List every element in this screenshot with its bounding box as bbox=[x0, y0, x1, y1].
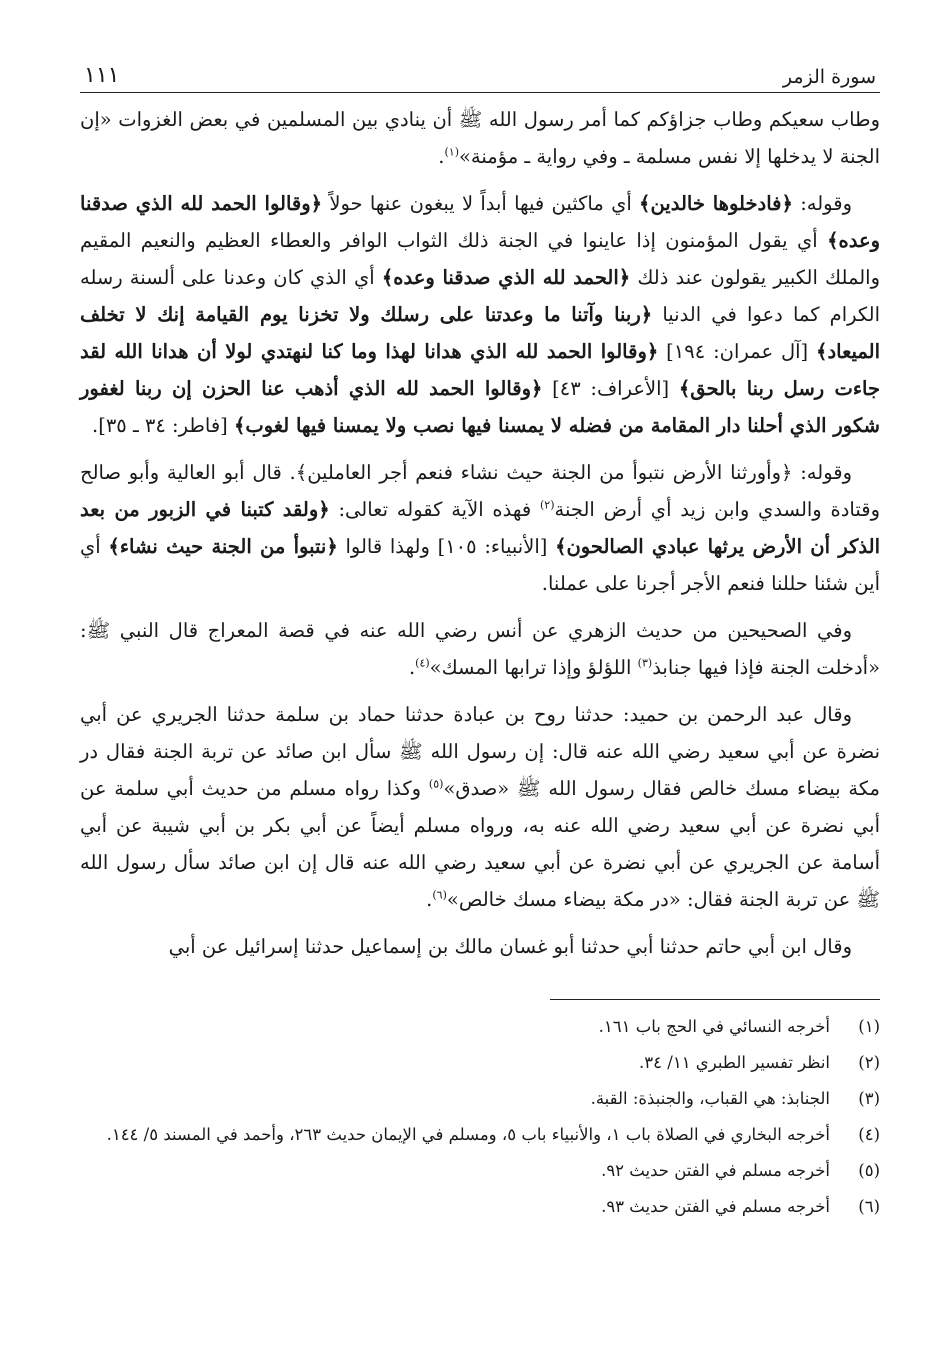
text-run: وفي الصحيحين من حديث الزهري عن أنس رضي الله عنه في قصة المعراج قال النبي ﷺ: «أدخلت الجنة فإذا فيها جنابذ bbox=[80, 619, 880, 679]
text-run: [الأعراف: ٤٣] bbox=[542, 377, 679, 400]
main-text bbox=[80, 101, 880, 965]
footnote bbox=[80, 1084, 880, 1114]
paragraph bbox=[80, 101, 880, 175]
footnote-number: (٦) bbox=[858, 1197, 880, 1216]
text-run: [الأنبياء: ١٠٥] ولهذا قالوا bbox=[337, 535, 556, 558]
surah-title: سورة الزمر bbox=[782, 66, 876, 88]
running-header bbox=[80, 48, 880, 93]
text-run: اللؤلؤ وإذا ترابها المسك» bbox=[429, 656, 638, 679]
footnote-number: (١) bbox=[858, 1017, 880, 1036]
footnote bbox=[80, 1192, 880, 1222]
footnote-separator bbox=[550, 999, 880, 1000]
text-run: أي ماكثين فيها أبداً لا يبغون عنها حولاً bbox=[322, 192, 640, 215]
text-run: أي الذي كان وعدنا على ألسنة رسله الكرام كما دعوا في الدنيا bbox=[80, 266, 880, 326]
quran-quote: ﴿الحمد لله الذي صدقنا وعده﴾ bbox=[381, 266, 631, 289]
text-run: أي يقول المؤمنون إذا عاينوا في الجنة ذلك الثواب الوافر والعطاء العظيم والنعيم المقيم والملك الكبير يقولون عند ذلك bbox=[80, 229, 880, 289]
text-run: وقال عبد الرحمن بن حميد: حدثنا روح بن عبادة حدثنا حماد بن سلمة حدثنا الجريري عن أبي نضرة عن أبي سعيد رضي الله عنه قال: إن رسول الله ﷺ سأل ابن صائد عن تربة الجنة فقال در مكة بيضاء مسك خالص فقال رسول الله ﷺ «صدق» bbox=[80, 703, 881, 800]
footnote-text: أخرجه مسلم في الفتن حديث ٩٢. bbox=[601, 1161, 830, 1180]
quran-quote: ﴿ولقد كتبنا في الزبور من بعد الذكر أن الأرض يرثها عبادي الصالحون﴾ bbox=[80, 498, 880, 558]
paragraph bbox=[80, 696, 880, 918]
text-run: وقوله: bbox=[792, 461, 853, 484]
quran-quote: ﴿وقالوا الحمد لله الذي هدانا لهذا وما كنا لنهتدي لولا أن هدانا الله لقد جاءت رسل ربنا بالحق﴾ bbox=[80, 340, 881, 400]
footnote-text: انظر تفسير الطبري ١١/ ٣٤. bbox=[639, 1053, 830, 1072]
text-run: وقال ابن أبي حاتم حدثنا أبي حدثنا أبو غسان مالك بن إسماعيل حدثنا إسرائيل عن أبي bbox=[168, 935, 852, 958]
footnote-number: (٤) bbox=[858, 1125, 880, 1144]
footnote-text: أخرجه النسائي في الحج باب ١٦١. bbox=[598, 1017, 830, 1036]
quran-quote: ﴿وقالوا الحمد لله الذي صدقنا وعده﴾ bbox=[80, 192, 880, 252]
text-run: أي أين شئنا حللنا فنعم الأجر أجرنا على عملنا. bbox=[80, 535, 880, 595]
text-run: ﴿وأورثنا الأرض نتبوأ من الجنة حيث نشاء فنعم أجر العاملين﴾ bbox=[295, 461, 793, 484]
quran-quote: ﴿وقالوا الحمد لله الذي أذهب عنا الحزن إن ربنا لغفور شكور الذي أحلنا دار المقامة من فضله لا يمسنا فيها نصب ولا يمسنا فيها لغوب﴾ bbox=[80, 377, 880, 437]
paragraph bbox=[80, 185, 880, 444]
quran-quote: ﴿ربنا وآتنا ما وعدتنا على رسلك ولا تخزنا يوم القيامة إنك لا تخلف الميعاد﴾ bbox=[80, 303, 881, 363]
footnote-ref[interactable]: (٦) bbox=[432, 888, 447, 902]
text-run: . bbox=[426, 888, 433, 911]
footnote-ref[interactable]: (٤) bbox=[415, 656, 430, 670]
paragraph bbox=[80, 612, 880, 686]
paragraph bbox=[80, 928, 880, 965]
footnote-number: (٣) bbox=[858, 1089, 880, 1108]
footnote-text: الجنابذ: هي القباب، والجنبذة: القبة. bbox=[590, 1089, 830, 1108]
footnote-number: (٢) bbox=[858, 1053, 880, 1072]
footnote-number: (٥) bbox=[858, 1161, 880, 1180]
quran-quote: ﴿فادخلوها خالدين﴾ bbox=[639, 192, 793, 215]
text-run: وقوله: bbox=[792, 192, 852, 215]
footnotes bbox=[80, 1012, 880, 1222]
footnote-ref[interactable]: (١) bbox=[444, 145, 459, 159]
footnote-text: أخرجه مسلم في الفتن حديث ٩٣. bbox=[601, 1197, 830, 1216]
footnote bbox=[80, 1048, 880, 1078]
footnote-ref[interactable]: (٢) bbox=[540, 498, 555, 512]
footnote bbox=[80, 1120, 880, 1150]
quran-quote: ﴿نتبوأ من الجنة حيث نشاء﴾ bbox=[108, 535, 338, 558]
page-number: ١١١ bbox=[84, 63, 120, 88]
text-run: فهذه الآية كقوله تعالى: bbox=[329, 498, 540, 521]
footnote bbox=[80, 1156, 880, 1186]
text-run: . قال أبو العالية وأبو صالح وقتادة والسدي وابن زيد أي أرض الجنة bbox=[80, 461, 880, 521]
text-run: . bbox=[408, 656, 416, 679]
book-page bbox=[80, 48, 880, 1228]
footnote-ref[interactable]: (٥) bbox=[428, 777, 444, 791]
footnote-ref[interactable]: (٣) bbox=[637, 656, 653, 670]
text-run: . bbox=[438, 145, 445, 168]
text-run: [فاطر: ٣٤ ـ ٣٥]. bbox=[92, 414, 234, 437]
footnote-text: أخرجه البخاري في الصلاة باب ١، والأنبياء باب ٥، ومسلم في الإيمان حديث ٢٦٣، وأحمد في المسند ٥/ ١٤٤. bbox=[106, 1125, 830, 1144]
text-run: وكذا رواه مسلم من حديث أبي سلمة عن أبي نضرة عن أبي سعيد رضي الله عنه به، ورواه مسلم أيضاً عن أبي بكر بن أبي شيبة عن أبي أسامة عن الجريري عن أبي نضرة عن أبي سعيد رضي الله عنه قال إن ابن صائد سأل رسول الله ﷺ عن تربة الجنة فقال: «در مكة بيضاء مسك خالص» bbox=[80, 777, 880, 911]
text-run: وطاب سعيكم وطاب جزاؤكم كما أمر رسول الله ﷺ أن ينادي بين المسلمين في بعض الغزوات «إن الجنة لا يدخلها إلا نفس مسلمة ـ وفي رواية ـ مؤمنة» bbox=[80, 108, 880, 168]
paragraph bbox=[80, 454, 880, 602]
text-run: [آل عمران: ١٩٤] bbox=[658, 340, 817, 363]
footnote bbox=[80, 1012, 880, 1042]
